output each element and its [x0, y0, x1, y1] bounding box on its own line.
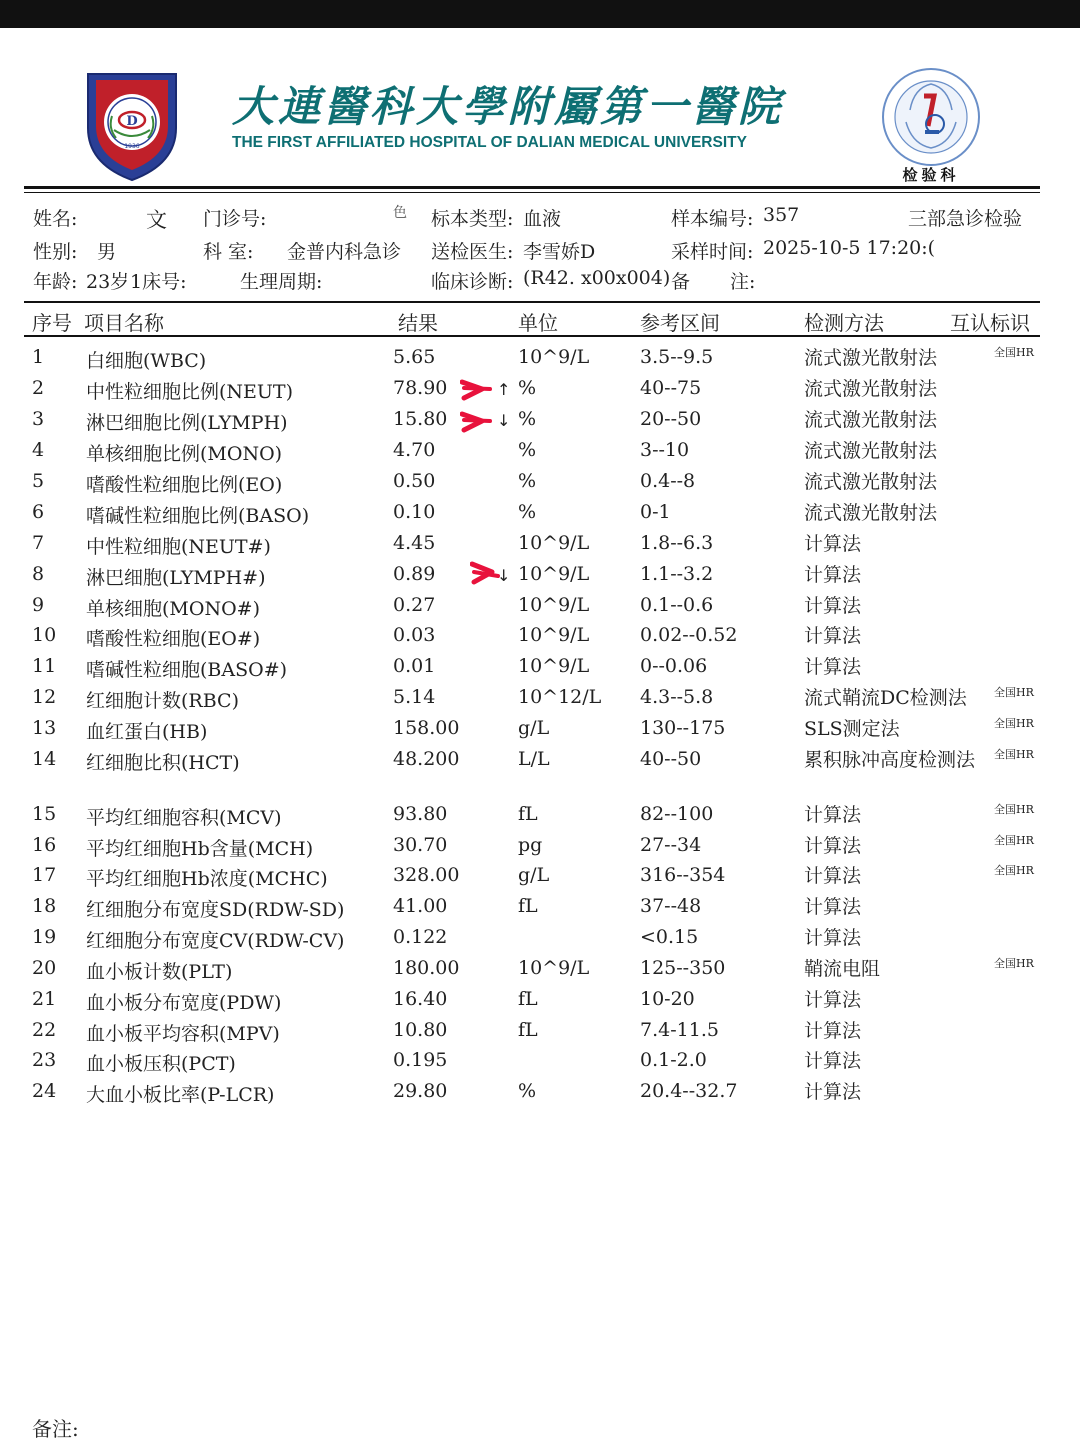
method: 流式激光散射法: [804, 378, 938, 400]
reference-range: 0.1--0.6: [640, 594, 714, 616]
test-name: 大血小板比率(P-LCR): [86, 1084, 275, 1106]
clinic-no-label: 门诊号:: [203, 208, 267, 230]
test-name: 嗜碱性粒细胞比例(BASO): [86, 505, 310, 527]
result-value: 10.80: [393, 1019, 448, 1041]
row-no: 18: [32, 895, 57, 917]
annotation-arrow-icon: [460, 408, 496, 436]
diagnosis-label: 临床诊断:: [431, 271, 514, 293]
header-name: 项目名称: [84, 311, 164, 335]
row-no: 22: [32, 1019, 57, 1041]
table-row: [0, 834, 1080, 864]
annotation-arrow-icon: [460, 376, 496, 404]
reference-range: 1.8--6.3: [640, 532, 714, 554]
result-value: 0.89: [393, 563, 436, 585]
result-value: 41.00: [393, 895, 448, 917]
test-name: 单核细胞(MONO#): [86, 598, 260, 620]
method: 流式激光散射法: [804, 347, 938, 369]
result-value: 158.00: [393, 717, 460, 739]
test-name: 血小板平均容积(MPV): [86, 1023, 280, 1045]
test-name: 单核细胞比例(MONO): [86, 443, 283, 465]
abnormal-flag: ↓: [497, 411, 511, 430]
unit: fL: [518, 803, 538, 825]
unit: %: [518, 439, 537, 461]
table-row: [0, 594, 1080, 624]
reference-range: <0.15: [640, 926, 699, 948]
section-label: 科 室:: [203, 241, 254, 263]
row-no: 21: [32, 988, 57, 1010]
row-no: 3: [32, 408, 45, 430]
unit: fL: [518, 1019, 538, 1041]
method: 计算法: [804, 533, 862, 555]
row-no: 10: [32, 624, 57, 646]
reference-range: 20--50: [640, 408, 702, 430]
unit: 10^9/L: [518, 624, 590, 646]
row-no: 2: [32, 377, 45, 399]
table-row: [0, 624, 1080, 654]
row-no: 20: [32, 957, 57, 979]
table-row: [0, 346, 1080, 376]
table-header-rule: [24, 335, 1040, 337]
unit: fL: [518, 895, 538, 917]
unit: 10^9/L: [518, 532, 590, 554]
reference-range: 0--0.06: [640, 655, 708, 677]
cycle-label: 生理周期:: [240, 271, 323, 293]
result-value: 0.10: [393, 501, 436, 523]
test-name: 红细胞分布宽度CV(RDW-CV): [86, 930, 345, 952]
method: 计算法: [804, 804, 862, 826]
unit: pg: [518, 834, 543, 856]
test-name: 血红蛋白(HB): [86, 721, 208, 743]
doctor-label: 送检医生:: [431, 241, 514, 263]
mutual-recognition-tag: 全国HR: [994, 803, 1034, 816]
table-row: [0, 717, 1080, 747]
sample-no-label: 样本编号:: [671, 208, 754, 230]
unit: 10^9/L: [518, 957, 590, 979]
reference-range: 0.02--0.52: [640, 624, 738, 646]
diagnosis-value: (R42. x00x004): [523, 267, 671, 289]
row-no: 6: [32, 501, 45, 523]
method: 计算法: [804, 896, 862, 918]
table-top-rule: [24, 301, 1040, 303]
method: 流式激光散射法: [804, 502, 938, 524]
gender-label: 性别:: [33, 241, 78, 263]
table-row: [0, 377, 1080, 407]
remark-label: 备注:: [32, 1417, 79, 1440]
method: 鞘流电阻: [804, 958, 881, 980]
reference-range: 7.4-11.5: [640, 1019, 719, 1041]
svg-text:1936: 1936: [124, 143, 140, 150]
mutual-recognition-tag: 全国HR: [994, 686, 1034, 699]
method: 计算法: [804, 835, 862, 857]
name-value: 文: [146, 208, 167, 232]
result-value: 0.50: [393, 470, 436, 492]
test-name: 中性粒细胞比例(NEUT): [86, 381, 294, 403]
header-method: 检测方法: [804, 311, 884, 335]
reference-range: 316--354: [640, 864, 726, 886]
table-row: [0, 408, 1080, 438]
header-divider-thick: [24, 186, 1040, 189]
method: 计算法: [804, 625, 862, 647]
header-no: 序号: [32, 311, 72, 335]
result-value: 78.90: [393, 377, 448, 399]
method: 计算法: [804, 1081, 862, 1103]
table-row: [0, 1080, 1080, 1110]
method: 计算法: [804, 865, 862, 887]
table-row: [0, 501, 1080, 531]
unit: %: [518, 470, 537, 492]
row-no: 16: [32, 834, 57, 856]
age-value: 23岁: [86, 271, 130, 293]
test-name: 红细胞分布宽度SD(RDW-SD): [86, 899, 345, 921]
test-name: 中性粒细胞(NEUT#): [86, 536, 271, 558]
unit: g/L: [518, 864, 550, 886]
row-no: 12: [32, 686, 57, 708]
table-row: [0, 439, 1080, 469]
table-row: [0, 686, 1080, 716]
sample-no-value: 357: [763, 204, 800, 226]
result-value: 0.03: [393, 624, 436, 646]
table-row: [0, 532, 1080, 562]
result-value: 30.70: [393, 834, 448, 856]
reference-range: 40--50: [640, 748, 702, 770]
test-name: 红细胞比积(HCT): [86, 752, 240, 774]
method: 流式激光散射法: [804, 471, 938, 493]
sample-time-value: 2025-10-5 17:20:(: [763, 237, 936, 259]
reference-range: 10-20: [640, 988, 695, 1010]
lab-department-label: 检验科: [902, 166, 960, 184]
result-value: 15.80: [393, 408, 448, 430]
test-name: 红细胞计数(RBC): [86, 690, 239, 712]
hospital-emblem-logo: [84, 68, 180, 182]
abnormal-flag: ↓: [497, 566, 511, 585]
row-no: 4: [32, 439, 45, 461]
row-no: 9: [32, 594, 45, 616]
result-value: 0.122: [393, 926, 448, 948]
method: 计算法: [804, 656, 862, 678]
test-name: 血小板计数(PLT): [86, 961, 233, 983]
result-value: 4.45: [393, 532, 436, 554]
row-no: 19: [32, 926, 57, 948]
test-name: 平均红细胞Hb含量(MCH): [86, 838, 314, 860]
result-value: 328.00: [393, 864, 460, 886]
unit: g/L: [518, 717, 550, 739]
name-label: 姓名:: [33, 208, 78, 230]
row-no: 23: [32, 1049, 57, 1071]
method: SLS测定法: [804, 718, 900, 740]
method: 计算法: [804, 989, 862, 1011]
test-name: 白细胞(WBC): [86, 350, 207, 372]
test-name: 平均红细胞容积(MCV): [86, 807, 282, 829]
row-no: 13: [32, 717, 57, 739]
doctor-value: 李雪娇D: [523, 241, 596, 263]
dept-right: 三部急诊检验: [908, 208, 1023, 230]
test-name: 血小板分布宽度(PDW): [86, 992, 282, 1014]
result-value: 29.80: [393, 1080, 448, 1102]
reference-range: 37--48: [640, 895, 702, 917]
result-value: 48.200: [393, 748, 460, 770]
reference-range: 3--10: [640, 439, 690, 461]
table-row: [0, 864, 1080, 894]
row-no: 24: [32, 1080, 57, 1102]
reference-range: 1.1--3.2: [640, 563, 714, 585]
table-row: [0, 803, 1080, 833]
table-row: [0, 470, 1080, 500]
reference-range: 125--350: [640, 957, 726, 979]
table-row: [0, 748, 1080, 778]
method: 流式鞘流DC检测法: [804, 687, 967, 709]
reference-range: 3.5--9.5: [640, 346, 714, 368]
row-no: 8: [32, 563, 45, 585]
method: 累积脉冲高度检测法: [804, 749, 976, 771]
unit: 10^12/L: [518, 686, 602, 708]
header-unit: 单位: [518, 311, 558, 335]
table-row: [0, 655, 1080, 685]
table-row: [0, 926, 1080, 956]
result-value: 5.14: [393, 686, 436, 708]
method: 流式激光散射法: [804, 409, 938, 431]
result-value: 93.80: [393, 803, 448, 825]
specimen-value: 血液: [523, 208, 562, 230]
method: 计算法: [804, 1020, 862, 1042]
reference-range: 4.3--5.8: [640, 686, 714, 708]
table-row: [0, 563, 1080, 593]
unit: %: [518, 408, 537, 430]
reference-range: 27--34: [640, 834, 702, 856]
test-name: 嗜碱性粒细胞(BASO#): [86, 659, 288, 681]
note-label: 备: [671, 271, 691, 293]
header-tag: 互认标识: [950, 311, 1030, 335]
table-row: [0, 1019, 1080, 1049]
test-name: 嗜酸性粒细胞比例(EO): [86, 474, 283, 496]
reference-range: 0-1: [640, 501, 671, 523]
mutual-recognition-tag: 全国HR: [994, 864, 1034, 877]
table-row: [0, 988, 1080, 1018]
test-name: 平均红细胞Hb浓度(MCHC): [86, 868, 328, 890]
unit: fL: [518, 988, 538, 1010]
method: 计算法: [804, 1050, 862, 1072]
row-no: 11: [32, 655, 57, 677]
section-value: 金普内科急诊: [287, 241, 402, 263]
test-name: 嗜酸性粒细胞(EO#): [86, 628, 261, 650]
row-no: 1: [32, 346, 45, 368]
test-name: 血小板压积(PCT): [86, 1053, 236, 1075]
sample-time-label: 采样时间:: [671, 241, 754, 263]
result-value: 0.195: [393, 1049, 448, 1071]
age-label: 年龄:: [33, 271, 78, 293]
result-value: 16.40: [393, 988, 448, 1010]
clinical-laboratory-emblem-logo: [880, 66, 982, 168]
row-no: 5: [32, 470, 45, 492]
mutual-recognition-tag: 全国HR: [994, 717, 1034, 730]
unit: 10^9/L: [518, 594, 590, 616]
clinic-no-value: 色: [393, 205, 407, 221]
reference-range: 82--100: [640, 803, 714, 825]
method: 计算法: [804, 564, 862, 586]
result-value: 0.01: [393, 655, 436, 677]
row-no: 14: [32, 748, 57, 770]
unit: 10^9/L: [518, 655, 590, 677]
test-name: 淋巴细胞(LYMPH#): [86, 567, 266, 589]
header-result: 结果: [398, 311, 438, 335]
reference-range: 130--175: [640, 717, 726, 739]
table-row: [0, 1049, 1080, 1079]
mutual-recognition-tag: 全国HR: [994, 957, 1034, 970]
reference-range: 0.4--8: [640, 470, 696, 492]
test-name: 淋巴细胞比例(LYMPH): [86, 412, 288, 434]
unit: L/L: [518, 748, 550, 770]
mutual-recognition-tag: 全国HR: [994, 834, 1034, 847]
svg-text:D: D: [126, 114, 138, 129]
result-value: 5.65: [393, 346, 436, 368]
mutual-recognition-tag: 全国HR: [994, 346, 1034, 359]
specimen-label: 标本类型:: [431, 208, 514, 230]
reference-range: 0.1-2.0: [640, 1049, 707, 1071]
gender-value: 男: [97, 241, 117, 263]
unit: %: [518, 501, 537, 523]
result-value: 180.00: [393, 957, 460, 979]
unit: %: [518, 377, 537, 399]
bed-label: 1床号:: [130, 271, 187, 293]
reference-range: 40--75: [640, 377, 702, 399]
table-row: [0, 895, 1080, 925]
reference-range: 20.4--32.7: [640, 1080, 738, 1102]
row-no: 7: [32, 532, 45, 554]
hospital-name-english: THE FIRST AFFILIATED HOSPITAL OF DALIAN MEDICAL UNIVERSITY: [232, 134, 747, 151]
table-row: [0, 957, 1080, 987]
row-no: 17: [32, 864, 57, 886]
unit: 10^9/L: [518, 346, 590, 368]
annotation-arrow-icon: [470, 560, 506, 588]
method: 计算法: [804, 595, 862, 617]
result-value: 4.70: [393, 439, 436, 461]
mutual-recognition-tag: 全国HR: [994, 748, 1034, 761]
note-label-2: 注:: [730, 271, 756, 293]
header-ref: 参考区间: [640, 311, 720, 335]
result-value: 0.27: [393, 594, 436, 616]
unit: %: [518, 1080, 537, 1102]
header-divider-thin: [24, 192, 1040, 193]
hospital-name-chinese: 大連醫科大學附屬第一醫院: [232, 82, 785, 131]
method: 流式激光散射法: [804, 440, 938, 462]
method: 计算法: [804, 927, 862, 949]
row-no: 15: [32, 803, 57, 825]
abnormal-flag: ↑: [497, 380, 511, 399]
unit: 10^9/L: [518, 563, 590, 585]
top-black-bar: [0, 0, 1080, 28]
